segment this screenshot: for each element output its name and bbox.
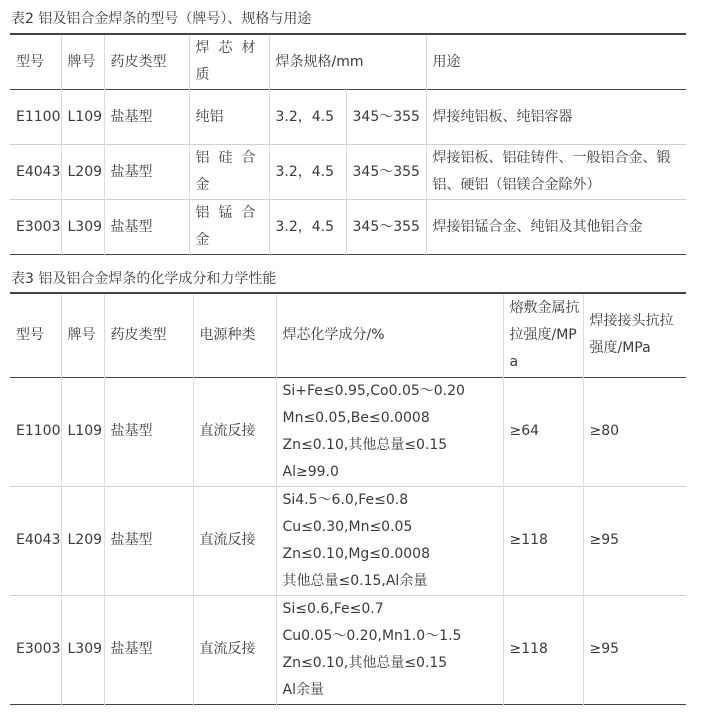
coating-cell: 盐基型 (104, 200, 189, 255)
header-cell: 焊芯材质 (189, 34, 269, 90)
composition-line: Cu0.05～0.20,Mn1.0～1.5 (282, 627, 462, 644)
model-cell: E3003 (16, 641, 61, 657)
model-cell: E1100 (16, 108, 61, 125)
header-cell: 牌号 (61, 34, 104, 90)
table2-header-row (10, 34, 686, 90)
composition-line: Zn≤0.10,其他总量≤0.15 (282, 436, 448, 453)
header-cell: 型号 (16, 53, 44, 70)
brand-cell: L109 (61, 90, 104, 145)
table-row (10, 377, 686, 486)
composition-cell (276, 377, 503, 486)
core-cell: 纯铝 (189, 90, 269, 145)
joint-strength-cell: ≥95 (583, 595, 686, 704)
coating-cell: 盐基型 (104, 90, 189, 145)
model-cell: E4043 (16, 163, 61, 180)
table2 (10, 33, 686, 255)
table3 (10, 292, 686, 705)
length-cell: 345～355 (346, 145, 426, 200)
composition-line: Mn≤0.05,Be≤0.0008 (282, 409, 430, 426)
brand-cell: L209 (61, 145, 104, 200)
header-cell: 熔敷金属抗拉强度/MPa (503, 293, 583, 377)
coating-cell: 盐基型 (104, 595, 193, 704)
use-cell: 焊接铝板、铝硅铸件、一般铝合金、锻铝、硬铝（铝镁合金除外） (426, 145, 686, 200)
brand-cell: L309 (61, 200, 104, 255)
table-row (10, 145, 686, 200)
diameter-cell: 3.2，4.5 (269, 200, 346, 255)
brand-cell: L109 (61, 377, 104, 486)
table3-header-row (10, 293, 686, 377)
table3-caption: 表3 铝及铝合金焊条的化学成分和力学性能 (11, 271, 277, 287)
power-cell: 直流反接 (193, 377, 276, 486)
table-row (10, 595, 686, 704)
power-cell: 直流反接 (193, 595, 276, 704)
header-cell: 焊芯化学成分/% (276, 293, 503, 377)
use-cell: 焊接铝锰合金、纯铝及其他铝合金 (426, 200, 686, 255)
model-cell: E1100 (16, 423, 61, 439)
joint-strength-cell: ≥80 (583, 377, 686, 486)
brand-cell: L209 (61, 486, 104, 595)
model-cell: E3003 (16, 218, 61, 235)
header-cell: 药皮类型 (104, 34, 189, 90)
length-cell: 345～355 (346, 200, 426, 255)
composition-cell (276, 595, 503, 704)
composition-cell (276, 486, 503, 595)
composition-line: Zn≤0.10,Mg≤0.0008 (282, 545, 430, 562)
header-cell: 电源种类 (193, 293, 276, 377)
composition-line: Al≥99.0 (282, 463, 339, 480)
composition-line: Si4.5～6.0,Fe≤0.8 (282, 491, 409, 508)
composition-line: Si≤0.6,Fe≤0.7 (282, 600, 384, 617)
core-cell: 铝硅合金 (189, 145, 269, 200)
power-cell: 直流反接 (193, 486, 276, 595)
table-row (10, 200, 686, 255)
model-cell: E4043 (16, 532, 61, 548)
composition-line: 其他总量≤0.15,Al余量 (282, 572, 428, 589)
header-cell: 牌号 (61, 293, 104, 377)
header-cell: 焊接接头抗拉强度/MPa (583, 293, 686, 377)
header-cell: 药皮类型 (104, 293, 193, 377)
deposit-strength-cell: ≥118 (503, 486, 583, 595)
use-cell: 焊接纯铝板、纯铝容器 (426, 90, 686, 145)
table-row (10, 486, 686, 595)
core-cell: 铝锰合金 (189, 200, 269, 255)
composition-line: Zn≤0.10,其他总量≤0.15 (282, 654, 448, 671)
coating-cell: 盐基型 (104, 486, 193, 595)
joint-strength-cell: ≥95 (583, 486, 686, 595)
header-cell: 用途 (426, 34, 686, 90)
coating-cell: 盐基型 (104, 145, 189, 200)
composition-line: Cu≤0.30,Mn≤0.05 (282, 518, 413, 535)
brand-cell: L309 (61, 595, 104, 704)
table-row (10, 90, 686, 145)
diameter-cell: 3.2，4.5 (269, 90, 346, 145)
table2-caption: 表2 铝及铝合金焊条的型号（牌号）、规格与用途 (11, 11, 312, 27)
header-cell: 焊条规格/mm (269, 34, 426, 90)
deposit-strength-cell: ≥64 (503, 377, 583, 486)
composition-line: Si+Fe≤0.95,Co0.05～0.20 (282, 382, 465, 399)
deposit-strength-cell: ≥118 (503, 595, 583, 704)
composition-line: Al余量 (282, 681, 324, 698)
diameter-cell: 3.2，4.5 (269, 145, 346, 200)
coating-cell: 盐基型 (104, 377, 193, 486)
header-cell: 型号 (16, 326, 44, 343)
length-cell: 345～355 (346, 90, 426, 145)
